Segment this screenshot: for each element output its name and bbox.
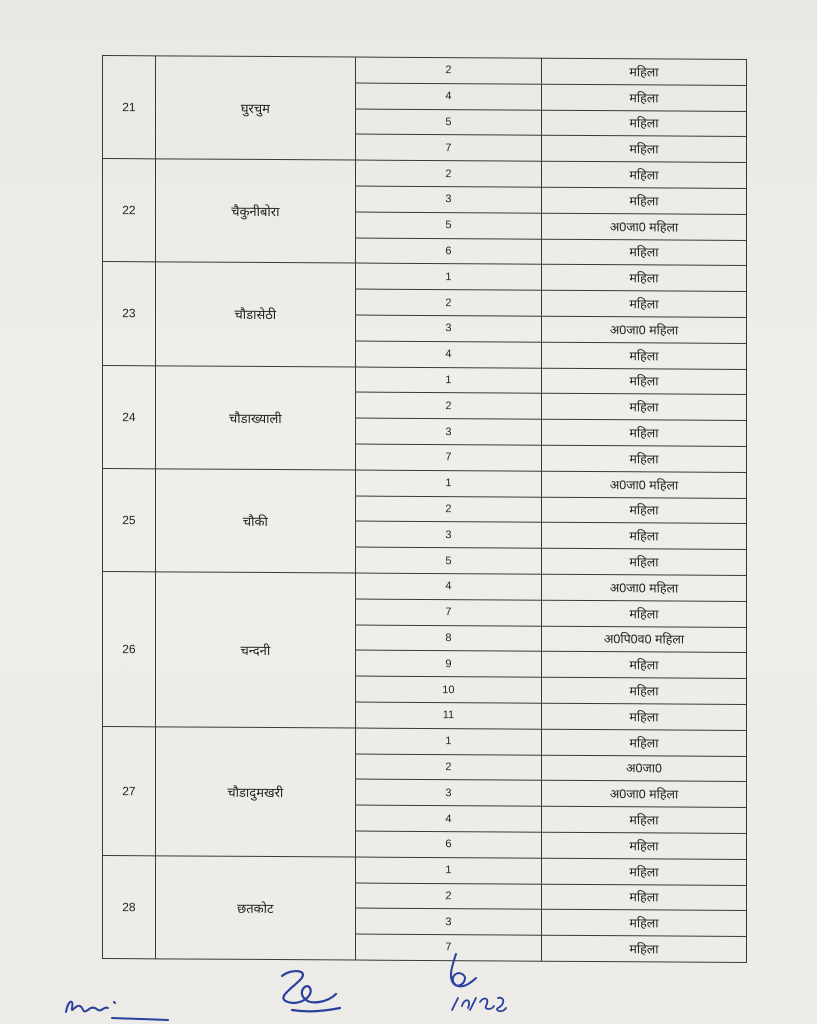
reservation-category-cell: महिला — [541, 110, 746, 137]
reservation-category-cell: महिला — [541, 419, 746, 446]
initials-signature — [62, 990, 172, 1024]
reservation-category-cell: महिला — [541, 858, 746, 885]
table-row — [103, 262, 747, 292]
reservation-category-cell: महिला — [541, 935, 746, 962]
ward-number-cell: 1 — [355, 857, 541, 884]
ward-number-cell: 5 — [355, 547, 541, 574]
reservation-category-cell: अ0जा0 महिला — [541, 316, 746, 343]
reservation-category-cell: महिला — [541, 497, 746, 524]
reservation-category-cell: अ0जा0 महिला — [541, 780, 746, 807]
gram-panchayat-name-cell: चौडादुमखरी — [155, 727, 355, 857]
ward-number-cell: 6 — [355, 831, 541, 858]
reservation-category-cell: अ0पि0व0 महिला — [541, 626, 746, 653]
reservation-category-cell: महिला — [541, 342, 746, 369]
ward-number-cell: 1 — [355, 367, 541, 394]
ward-number-cell: 5 — [355, 212, 541, 239]
ward-number-cell: 1 — [355, 728, 541, 755]
ward-number-cell: 5 — [355, 109, 541, 136]
gram-panchayat-name-cell: चौडाख्याली — [155, 365, 355, 469]
ward-number-cell: 3 — [355, 908, 541, 935]
reservation-category-cell: महिला — [541, 290, 746, 317]
table-row — [103, 571, 747, 601]
ward-number-cell: 10 — [355, 676, 541, 703]
table-body — [103, 56, 747, 963]
ward-number-cell: 4 — [355, 805, 541, 832]
table-row — [103, 726, 747, 756]
reservation-category-cell: महिला — [541, 187, 746, 214]
reservation-category-cell: महिला — [541, 84, 746, 111]
ward-number-cell: 1 — [355, 470, 541, 497]
ward-number-cell: 7 — [355, 444, 541, 471]
serial-number-cell: 24 — [103, 365, 156, 469]
reservation-category-cell: महिला — [541, 652, 746, 679]
reservation-category-cell: महिला — [541, 884, 746, 911]
reservation-category-cell: महिला — [541, 703, 746, 730]
ward-number-cell: 3 — [355, 521, 541, 548]
gram-panchayat-name-cell: चौकी — [155, 469, 355, 573]
ward-number-cell: 2 — [355, 57, 541, 84]
reservation-category-cell: महिला — [541, 445, 746, 472]
reservation-category-cell: महिला — [541, 161, 746, 188]
serial-number-cell: 22 — [103, 159, 156, 263]
reservation-category-cell: महिला — [541, 677, 746, 704]
reservation-category-cell: महिला — [541, 548, 746, 575]
ward-number-cell: 4 — [355, 573, 541, 600]
serial-number-cell: 25 — [103, 468, 156, 572]
reservation-category-cell: महिला — [541, 239, 746, 266]
serial-number-cell: 21 — [103, 56, 156, 160]
ward-number-cell: 3 — [355, 315, 541, 342]
table-row — [103, 56, 747, 86]
table-row — [103, 855, 747, 885]
ward-number-cell: 7 — [355, 934, 541, 961]
ward-number-cell: 2 — [355, 883, 541, 910]
reservation-category-cell: अ0जा0 महिला — [541, 213, 746, 240]
reservation-category-cell: अ0जा0 महिला — [541, 574, 746, 601]
ward-number-cell: 3 — [355, 779, 541, 806]
reservation-category-cell: महिला — [541, 523, 746, 550]
ward-number-cell: 11 — [355, 702, 541, 729]
gram-panchayat-name-cell: छतकोट — [155, 856, 355, 960]
ward-number-cell: 2 — [355, 496, 541, 523]
ward-number-cell: 8 — [355, 625, 541, 652]
ward-number-cell: 2 — [355, 289, 541, 316]
ward-number-cell: 4 — [355, 83, 541, 110]
reservation-category-cell: महिला — [541, 58, 746, 85]
ward-number-cell: 3 — [355, 186, 541, 213]
reservation-category-cell: अ0जा0 महिला — [541, 471, 746, 498]
gram-panchayat-name-cell: घुरचुम — [155, 56, 355, 160]
serial-number-cell: 23 — [103, 262, 156, 366]
ward-number-cell: 9 — [355, 650, 541, 677]
reservation-category-cell: महिला — [541, 729, 746, 756]
reservation-category-cell: महिला — [541, 600, 746, 627]
table-row — [103, 159, 747, 189]
ward-number-cell: 4 — [355, 341, 541, 368]
signature-mark — [270, 962, 350, 1018]
ward-number-cell: 6 — [355, 238, 541, 265]
ward-number-cell: 2 — [355, 754, 541, 781]
reservation-category-cell: अ0जा0 — [541, 755, 746, 782]
ward-number-cell: 2 — [355, 392, 541, 419]
reservation-category-cell: महिला — [541, 909, 746, 936]
ward-number-cell: 7 — [355, 134, 541, 161]
ward-number-cell: 7 — [355, 599, 541, 626]
reservation-category-cell: महिला — [541, 265, 746, 292]
table-row — [103, 468, 747, 498]
reservation-category-cell: महिला — [541, 394, 746, 421]
reservation-category-cell: महिला — [541, 368, 746, 395]
serial-number-cell: 26 — [103, 571, 156, 726]
reservation-table — [102, 55, 747, 963]
serial-number-cell: 28 — [103, 855, 156, 959]
reservation-category-cell: महिला — [541, 806, 746, 833]
reservation-category-cell: महिला — [541, 832, 746, 859]
gram-panchayat-name-cell: चन्दनी — [155, 572, 355, 728]
gram-panchayat-name-cell: चैकुनीबोरा — [155, 159, 355, 263]
ward-number-cell: 3 — [355, 418, 541, 445]
signature-with-date — [440, 948, 530, 1020]
gram-panchayat-name-cell: चौडासेठी — [155, 262, 355, 366]
reservation-category-cell: महिला — [541, 136, 746, 163]
ward-number-cell: 1 — [355, 263, 541, 290]
table-row — [103, 365, 747, 395]
ward-number-cell: 2 — [355, 160, 541, 187]
serial-number-cell: 27 — [103, 726, 156, 855]
